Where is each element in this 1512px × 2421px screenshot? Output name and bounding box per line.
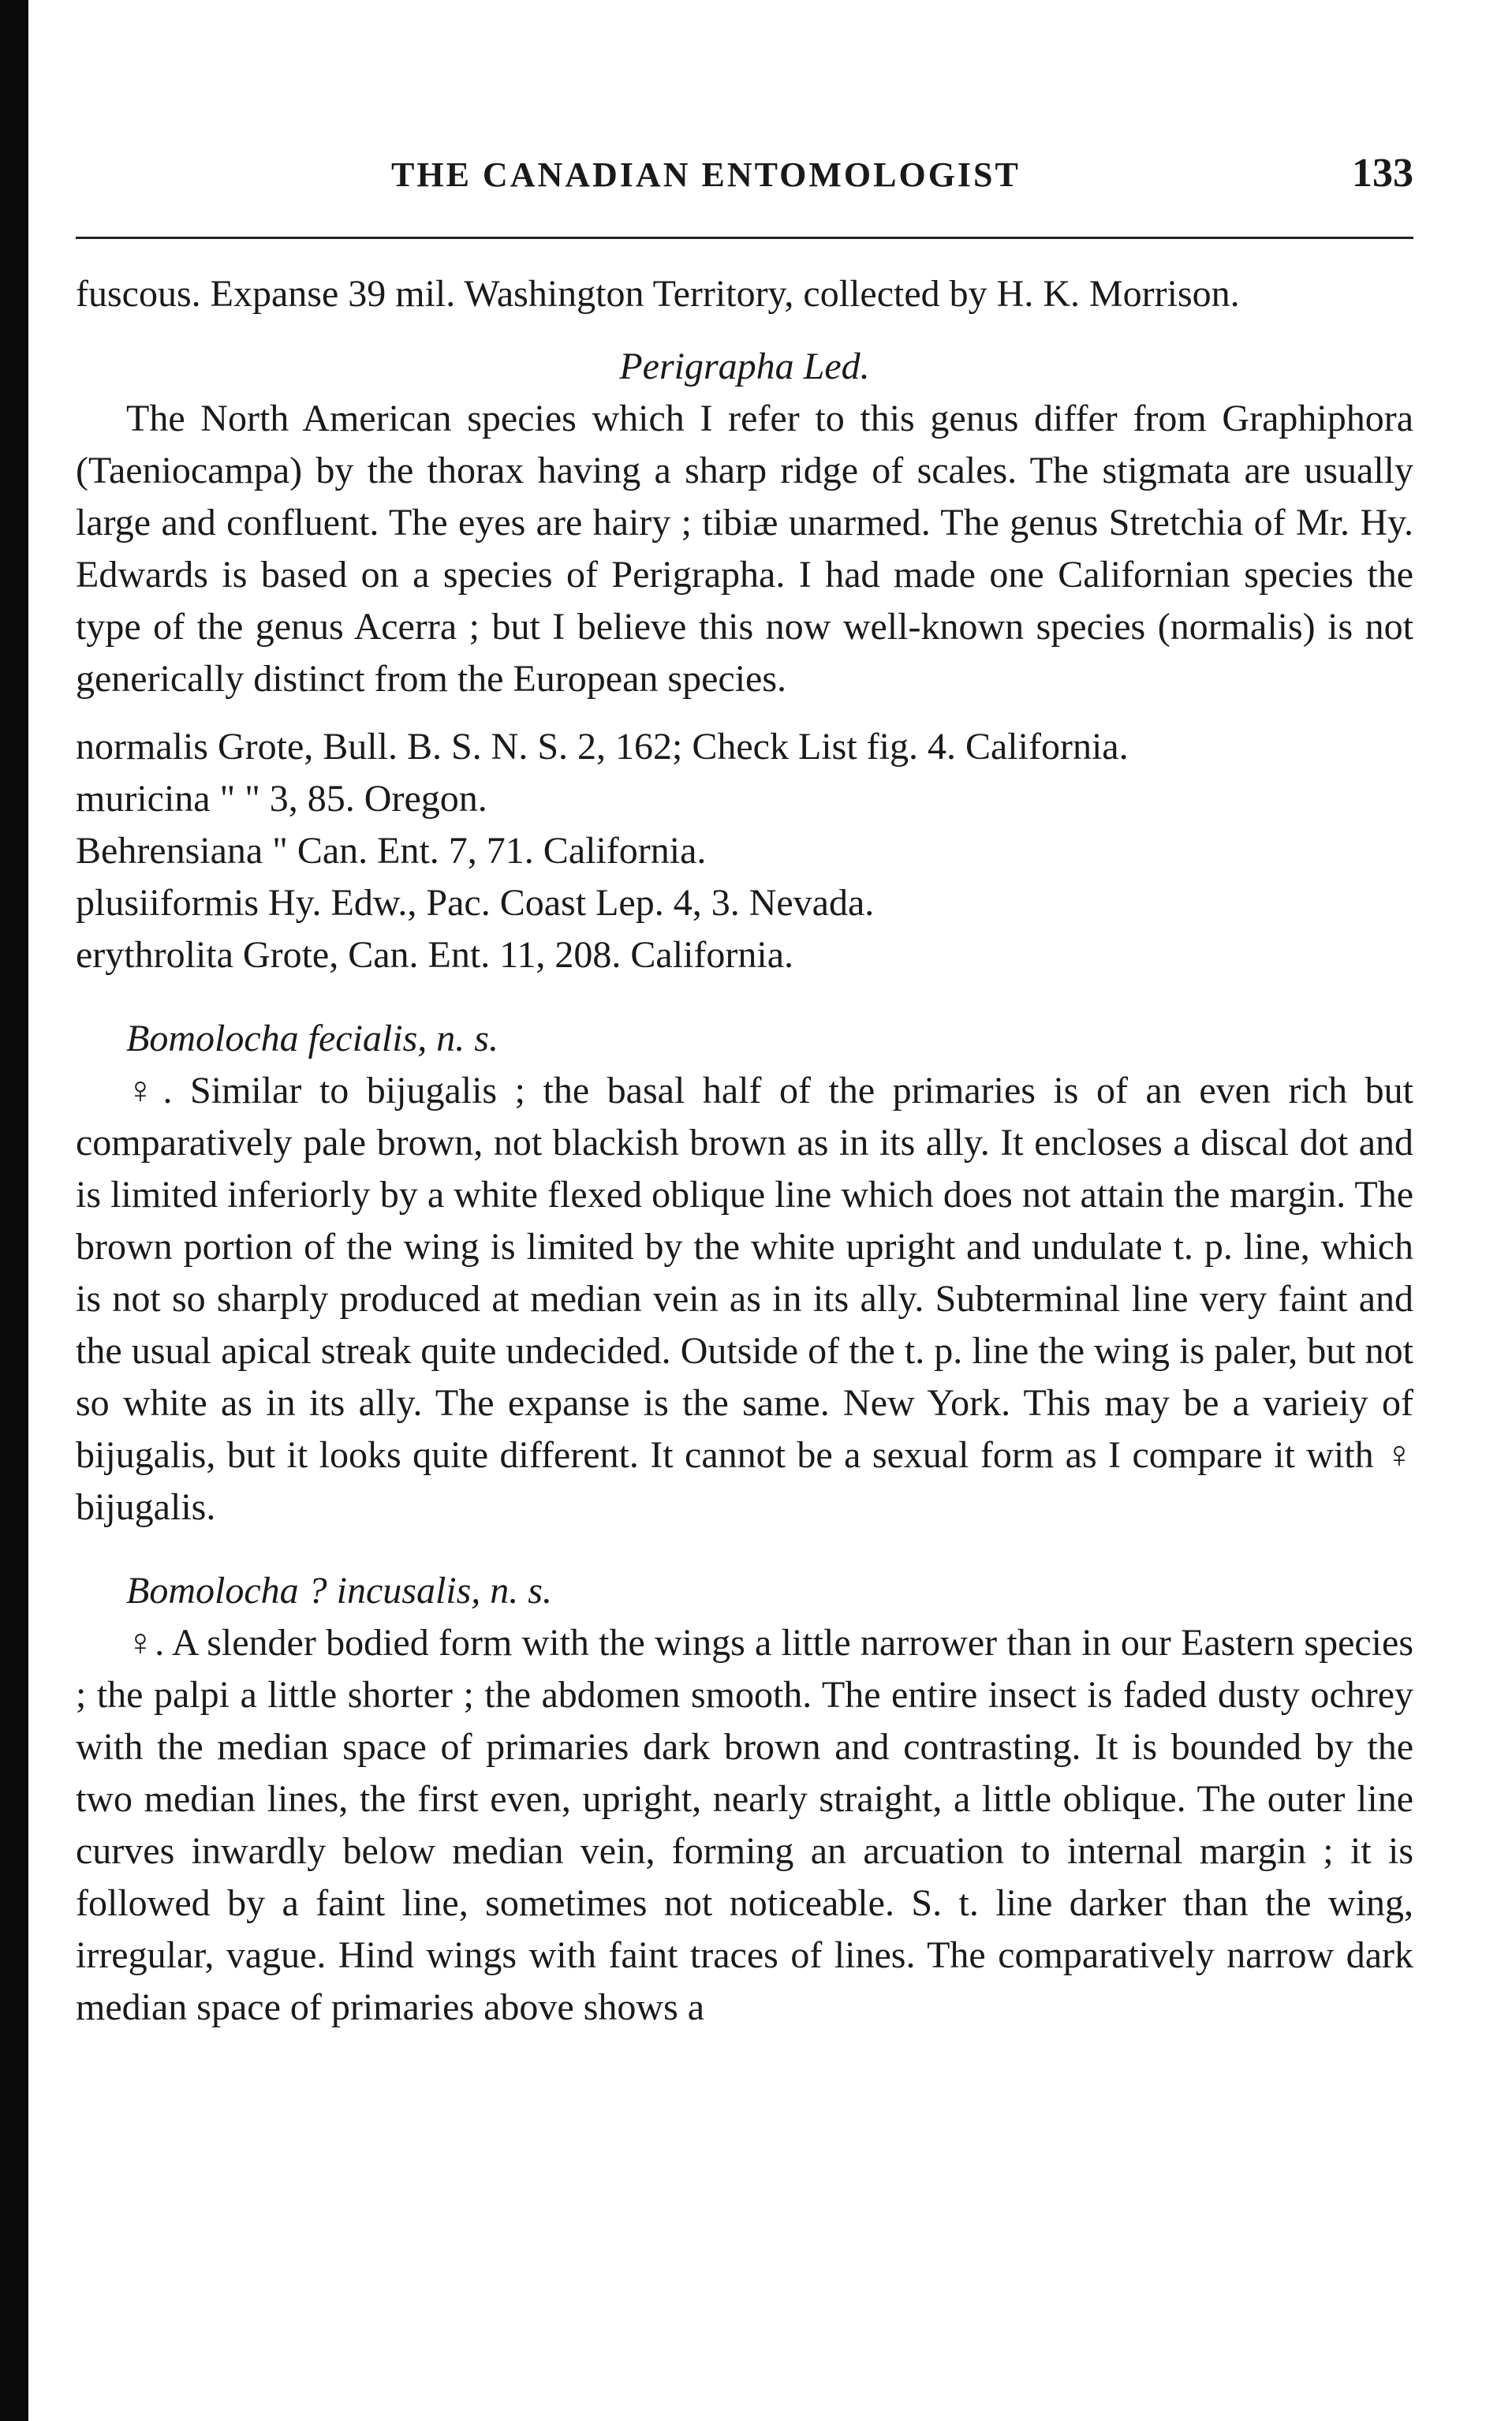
page-number: 133	[1352, 151, 1413, 196]
genus-heading: Perigrapha Led.	[619, 346, 870, 387]
list-item: erythrolita Grote, Can. Ent. 11, 208. California.	[76, 934, 794, 976]
page-body	[76, 268, 1413, 2034]
header-rule	[76, 237, 1413, 239]
list-item: Behrensiana " Can. Ent. 7, 71. California.	[76, 830, 707, 872]
species1-paragraph: ♀. Similar to bijugalis ; the basal half of the primaries is of an even rich but comparatively pale brown, not blackish brown as in its ally. It encloses a discal dot and is limited inferiorly by a white flexed oblique line which does not attain the margin. The brown portion of the wing is limited by the white upright and undulate t. p. line, which is not so sharply produced at median vein as in its ally. Subterminal line very faint and the usual apical streak quite undecided. Outside of the t. p. line the wing is paler, but not so white as in its ally. The expanse is the same. New York. This may be a varieiy of bijugalis, but it looks quite different. It cannot be a sexual form as I compare it with ♀ bijugalis.	[76, 1070, 1413, 1528]
running-title: THE CANADIAN ENTOMOLOGIST	[391, 155, 1021, 194]
species1-heading: Bomolocha fecialis, n. s.	[126, 1018, 498, 1059]
scan-edge-shadow	[0, 0, 28, 2421]
intro-paragraph: fuscous. Expanse 39 mil. Washington Territory, collected by H. K. Morrison.	[76, 273, 1240, 315]
species2-heading: Bomolocha ? incusalis, n. s.	[126, 1570, 552, 1612]
list-item: normalis Grote, Bull. B. S. N. S. 2, 162; Check List fig. 4. California.	[76, 726, 1129, 768]
page-header	[76, 150, 1413, 205]
species-list	[76, 721, 1413, 981]
species2-paragraph: ♀. A slender bodied form with the wings a little narrower than in our Eastern species ; the palpi a little shorter ; the abdomen smooth. The entire insect is faded dusty ochrey with the median space of primaries dark brown and contrasting. It is bounded by the two median lines, the first even, upright, nearly straight, a little oblique. The outer line curves inwardly below median vein, forming an arcuation to internal margin ; it is followed by a faint line, sometimes not noticeable. S. t. line darker than the wing, irregular, vague. Hind wings with faint traces of lines. The comparatively narrow dark median space of primaries above shows a	[76, 1622, 1413, 2028]
list-item: muricina " " 3, 85. Oregon.	[76, 778, 487, 820]
list-item: plusiiformis Hy. Edw., Pac. Coast Lep. 4, 3. Nevada.	[76, 882, 875, 924]
genus-paragraph: The North American species which I refer to this genus differ from Graphiphora (Taeniocampa) by the thorax having a sharp ridge of scales. The stigmata are usually large and confluent. The eyes are hairy ; tibiæ unarmed. The genus Stretchia of Mr. Hy. Edwards is based on a species of Perigrapha. I had made one Californian species the type of the genus Acerra ; but I believe this now well-known species (normalis) is not generically distinct from the European species.	[76, 398, 1413, 700]
